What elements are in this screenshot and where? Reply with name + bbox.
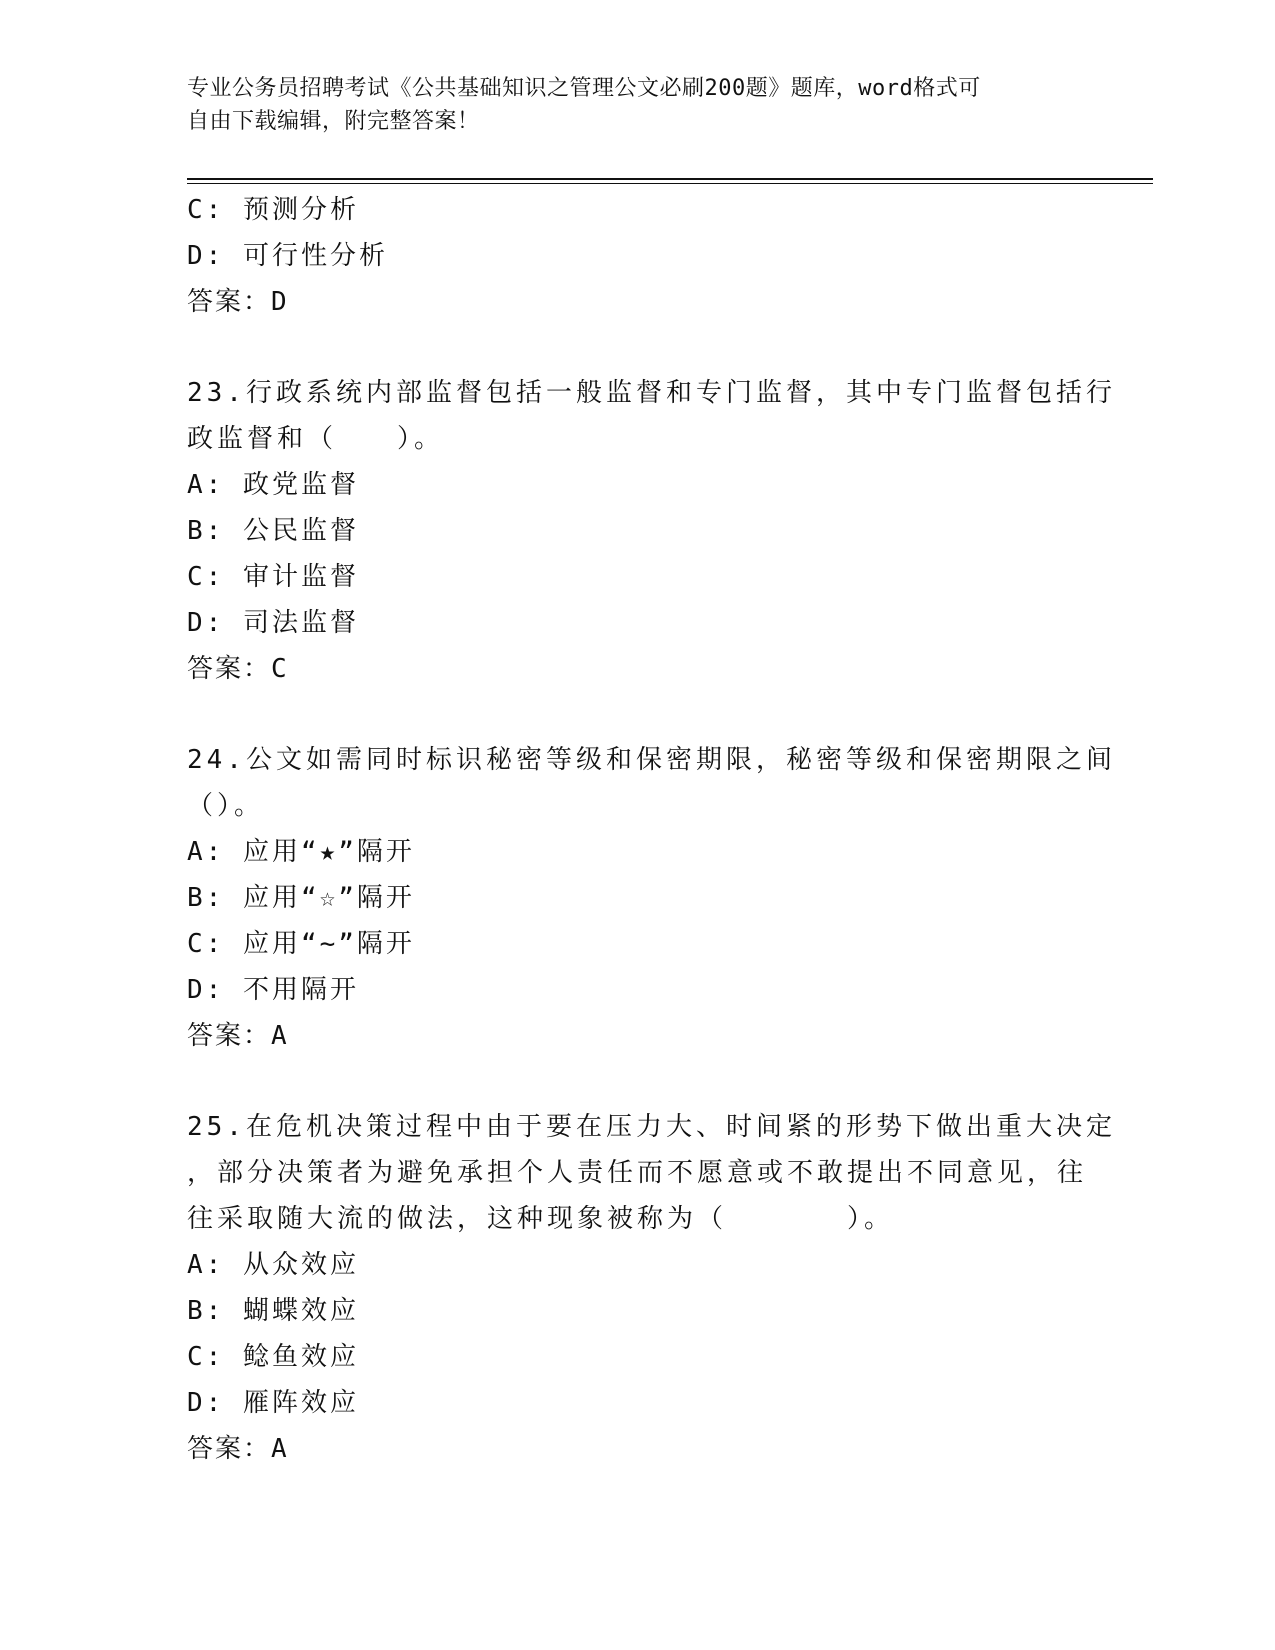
option-c: C: 审计监督 bbox=[187, 562, 359, 592]
option-a: A: 应用“★”隔开 bbox=[187, 837, 415, 867]
question-text-line: ，部分决策者为避免承担个人责任而不愿意或不敢提出不同意见，往 bbox=[187, 1158, 1088, 1188]
question-text-line: 24.公文如需同时标识秘密等级和保密期限，秘密等级和保密期限之间 bbox=[187, 745, 1116, 775]
option-d: D: 司法监督 bbox=[187, 608, 359, 638]
question-22-tail bbox=[187, 187, 1087, 325]
question-text-line: 25.在危机决策过程中由于要在压力大、时间紧的形势下做出重大决定 bbox=[187, 1112, 1116, 1142]
answer-line: 答案：D bbox=[187, 287, 289, 317]
document-body bbox=[187, 187, 1116, 1472]
question-text-line: 政监督和（ ）。 bbox=[187, 424, 445, 454]
question-text-line: 23.行政系统内部监督包括一般监督和专门监督，其中专门监督包括行 bbox=[187, 378, 1116, 408]
question-24 bbox=[187, 737, 1116, 829]
header-line-1: 专业公务员招聘考试《公共基础知识之管理公文必刷200题》题库，word格式可 bbox=[187, 76, 981, 101]
option-b: B: 公民监督 bbox=[187, 516, 359, 546]
option-a: A: 政党监督 bbox=[187, 470, 359, 500]
option-d: D: 可行性分析 bbox=[187, 241, 388, 271]
spacer bbox=[187, 325, 1087, 370]
question-text-line: 往采取随大流的做法，这种现象被称为（ ）。 bbox=[187, 1204, 895, 1234]
option-a: A: 从众效应 bbox=[187, 1250, 359, 1280]
answer-line: 答案：C bbox=[187, 654, 289, 684]
question-23-options bbox=[187, 462, 1087, 692]
spacer bbox=[187, 1059, 1087, 1104]
option-c: C: 鲶鱼效应 bbox=[187, 1342, 359, 1372]
option-b: B: 应用“☆”隔开 bbox=[187, 883, 415, 913]
document-header bbox=[187, 72, 1067, 138]
option-c: C: 应用“~”隔开 bbox=[187, 929, 415, 959]
question-23 bbox=[187, 370, 1116, 462]
header-line-2: 自由下载编辑，附完整答案！ bbox=[187, 109, 480, 134]
option-d: D: 雁阵效应 bbox=[187, 1388, 359, 1418]
option-c: C: 预测分析 bbox=[187, 195, 359, 225]
header-divider-thick bbox=[187, 178, 1153, 180]
question-24-options bbox=[187, 829, 1087, 1059]
answer-line: 答案：A bbox=[187, 1434, 289, 1464]
question-text-line: （）。 bbox=[187, 791, 265, 821]
option-b: B: 蝴蝶效应 bbox=[187, 1296, 359, 1326]
answer-line: 答案：A bbox=[187, 1021, 289, 1051]
question-25 bbox=[187, 1104, 1116, 1242]
header-divider-thin bbox=[187, 183, 1153, 184]
question-25-options bbox=[187, 1242, 1087, 1472]
spacer bbox=[187, 692, 1087, 737]
option-d: D: 不用隔开 bbox=[187, 975, 359, 1005]
